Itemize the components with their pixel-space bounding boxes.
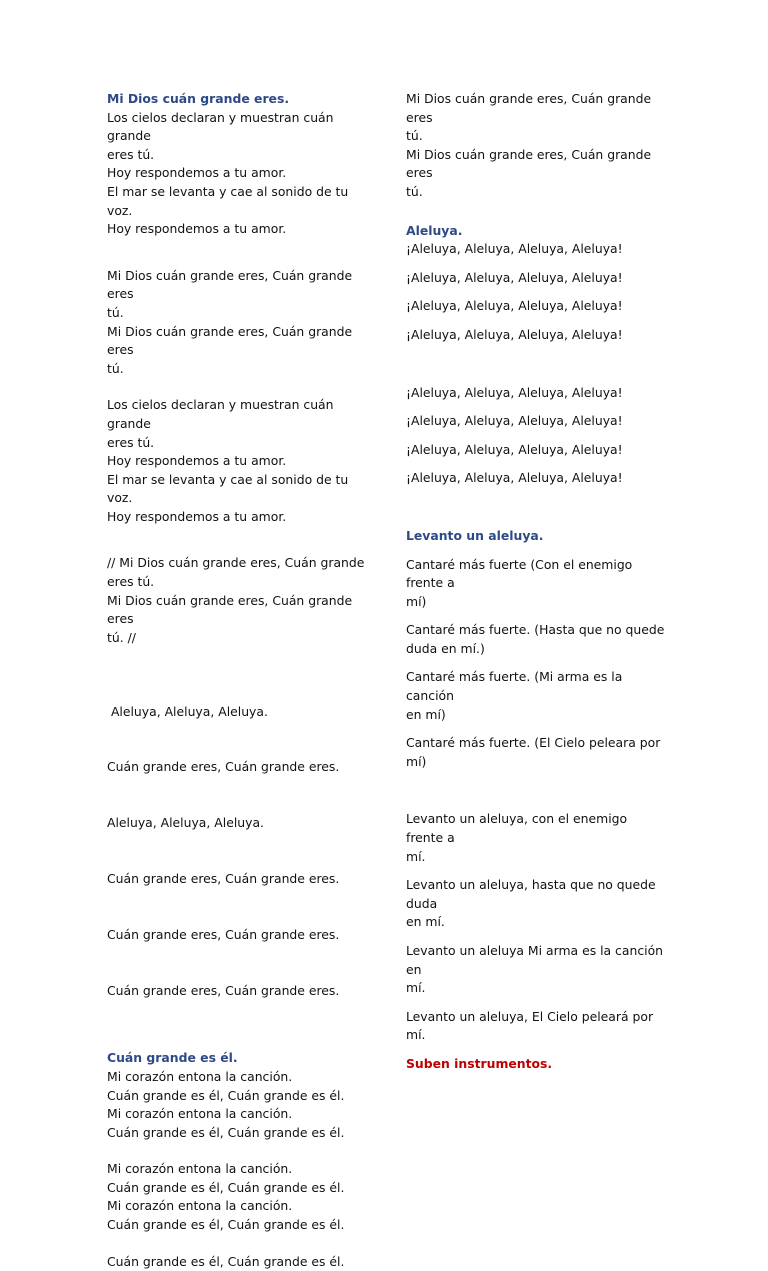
lyric-line: Cantaré más fuerte. (Mi arma es la canción	[406, 669, 623, 704]
lyric-line: El mar se levanta y cae al sonido de tu voz.	[107, 471, 349, 506]
lyric-line: Mi Dios cuán grande eres, Cuán grande eres	[406, 146, 652, 181]
song-title-aleluya: Aleluya.	[406, 222, 463, 238]
lyric-line: Levanto un aleluya, hasta que no quede duda	[406, 877, 656, 911]
lyric-line: Cuán grande eres, Cuán grande eres.	[107, 982, 340, 998]
lyric-line: Mi Dios cuán grande eres, Cuán grande eres	[107, 267, 353, 302]
levanto-group	[406, 810, 668, 1045]
stanza	[107, 665, 369, 1037]
lyric-paragraph	[406, 942, 668, 998]
lyric-line: tú.	[406, 128, 423, 144]
lyric-line: mí.	[406, 980, 426, 996]
lyric-line: Mi corazón entona la canción.	[107, 1068, 293, 1084]
lyric-line: ¡Aleluya, Aleluya, Aleluya, Aleluya!	[406, 269, 623, 285]
lyric-line: Los cielos declaran y muestran cuán grande	[107, 109, 334, 144]
lyric-line: Cuán grande es él, Cuán grande es él.	[107, 1087, 345, 1103]
lyric-line: El mar se levanta y cae al sonido de tu voz.	[107, 183, 349, 218]
lyric-line: Hoy respondemos a tu amor.	[107, 221, 287, 237]
lyric-line: Mi Dios cuán grande eres, Cuán grande eres	[107, 323, 353, 358]
lyric-line: eres tú.	[107, 434, 155, 450]
lyric-line: Hoy respondemos a tu amor.	[107, 508, 287, 524]
lyric-paragraph	[406, 668, 668, 724]
lyric-line: en mí.	[406, 914, 445, 930]
lyric-paragraph	[406, 810, 668, 866]
lyric-line: Mi corazón entona la canción.	[107, 1161, 293, 1177]
lyric-line: tú.	[107, 304, 124, 320]
lyric-line: Levanto un aleluya Mi arma es la canción en	[406, 943, 664, 977]
lyric-line: tú. //	[107, 629, 136, 645]
lyric-line: Cantaré más fuerte. (Hasta que no quede	[406, 622, 665, 638]
lyric-line: Mi Dios cuán grande eres, Cuán grande eres	[406, 91, 652, 125]
left-column	[107, 90, 369, 1271]
lyric-line: ¡Aleluya, Aleluya, Aleluya, Aleluya!	[406, 384, 623, 400]
cantare-group	[406, 556, 668, 772]
song-title-mi-dios: Mi Dios cuán grande eres.	[107, 91, 290, 106]
lyric-line: Levanto un aleluya, El Cielo peleará por mí.	[406, 1008, 654, 1043]
lyric-line: ¡Aleluya, Aleluya, Aleluya, Aleluya!	[406, 413, 623, 429]
song-title-cuan-grande: Cuán grande es él.	[107, 1050, 238, 1066]
lyric-line: ¡Aleluya, Aleluya, Aleluya, Aleluya!	[406, 470, 623, 486]
lyric-paragraph	[406, 876, 668, 932]
lyric-line: tú.	[107, 360, 124, 376]
lyric-line: Mi corazón entona la canción.	[107, 1106, 293, 1122]
lyric-line: mí)	[406, 593, 427, 609]
right-column	[406, 90, 668, 1074]
lyric-line: en mí)	[406, 706, 446, 722]
aleluya-group	[406, 384, 668, 488]
lyric-line: tú.	[406, 183, 423, 199]
stanza	[107, 1068, 369, 1142]
stanza	[107, 554, 369, 647]
lyric-line: Cantaré más fuerte (Con el enemigo frente a	[406, 556, 633, 591]
lyric-line: Cuán grande es él, Cuán grande es él.	[107, 1124, 345, 1140]
lyric-line: Cuán grande es él, Cuán grande es él.	[107, 1253, 345, 1269]
lyric-line: Mi corazón entona la canción.	[107, 1198, 293, 1214]
lyric-paragraph	[406, 734, 668, 771]
lyric-line: Cuán grande eres, Cuán grande eres.	[107, 926, 340, 942]
lyric-line: Cuán grande es él, Cuán grande es él.	[107, 1217, 345, 1233]
lyric-paragraph	[406, 1008, 668, 1045]
lyric-line: eres tú.	[107, 574, 155, 590]
lyric-line: Aleluya, Aleluya, Aleluya.	[107, 815, 264, 831]
lyric-line: Cuán grande eres, Cuán grande eres.	[107, 870, 340, 886]
lyric-line: Aleluya, Aleluya, Aleluya.	[107, 703, 268, 719]
instruction-note: Suben instrumentos.	[406, 1055, 553, 1071]
lyric-paragraph	[406, 621, 668, 658]
lyric-paragraph	[406, 556, 668, 612]
lyric-line: ¡Aleluya, Aleluya, Aleluya, Aleluya!	[406, 298, 623, 314]
lyric-line: mí.	[406, 848, 426, 864]
lyric-line: Cuán grande es él, Cuán grande es él.	[107, 1179, 345, 1195]
lyric-line: Los cielos declaran y muestran cuán grande	[107, 397, 334, 431]
stanza	[107, 267, 369, 379]
stanza	[107, 1160, 369, 1234]
lyric-line: Cuán grande eres, Cuán grande eres.	[107, 759, 340, 775]
lyric-line: eres tú.	[107, 146, 155, 162]
stanza	[107, 109, 369, 239]
stanza	[406, 90, 668, 202]
lyric-line: // Mi Dios cuán grande eres, Cuán grande	[107, 555, 365, 571]
lyric-line: Cantaré más fuerte. (El Cielo peleara por mí)	[406, 735, 661, 769]
lyric-line: Levanto un aleluya, con el enemigo frente a	[406, 811, 628, 846]
aleluya-group	[406, 240, 668, 344]
lyric-line: ¡Aleluya, Aleluya, Aleluya, Aleluya!	[406, 326, 623, 342]
lyric-line: Mi Dios cuán grande eres, Cuán grande eres	[107, 592, 353, 627]
song-title-levanto: Levanto un aleluya.	[406, 527, 544, 543]
lyric-line: duda en mí.)	[406, 640, 485, 656]
lyric-line: ¡Aleluya, Aleluya, Aleluya, Aleluya!	[406, 441, 623, 457]
stanza	[107, 396, 369, 526]
stanza	[107, 1253, 369, 1271]
lyric-line: Hoy respondemos a tu amor.	[107, 165, 287, 181]
lyric-line: ¡Aleluya, Aleluya, Aleluya, Aleluya!	[406, 241, 623, 257]
lyric-line: Hoy respondemos a tu amor.	[107, 453, 287, 469]
